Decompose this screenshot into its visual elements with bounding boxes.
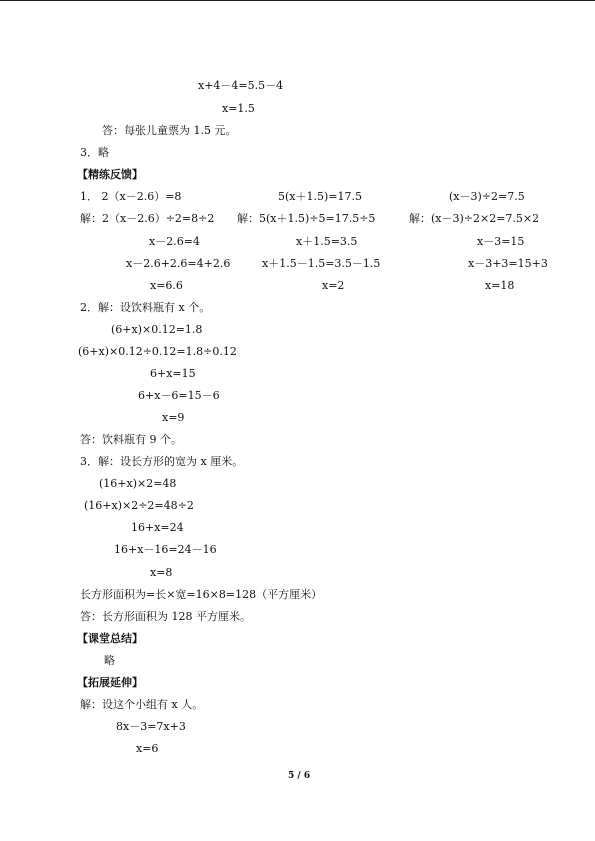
equation-line: x－2.6=4	[149, 235, 200, 248]
equation-line: x+4－4=5.5－4	[198, 79, 284, 92]
equation-line: x=18	[485, 279, 515, 292]
section-heading-practice: 【精练反馈】	[77, 168, 143, 181]
answer-line: 答：每张儿童票为 1.5 元。	[102, 124, 237, 137]
equation-line: 16+x=24	[131, 521, 184, 534]
equation-line: x=2	[322, 279, 345, 292]
item-line: 3．略	[80, 146, 109, 159]
equation-line: 8x－3=7x+3	[116, 720, 186, 733]
equation-line: 1． 2（x－2.6）=8	[80, 190, 182, 203]
section-heading-extension: 【拓展延伸】	[77, 676, 143, 689]
equation-line: x=6	[136, 742, 159, 755]
page-number: 5 / 6	[288, 771, 311, 781]
equation-line: 解：(x－3)÷2×2=7.5×2	[409, 212, 540, 225]
text-line: 略	[104, 654, 115, 667]
equation-line: (6+x)×0.12=1.8	[111, 323, 203, 336]
text-line: 长方形面积为=长×宽=16×8=128（平方厘米）	[80, 588, 323, 601]
equation-line: (x－3)÷2=7.5	[449, 190, 525, 203]
section-heading-summary: 【课堂总结】	[77, 632, 143, 645]
equation-line: (16+x)×2=48	[99, 477, 177, 490]
equation-line: x＋1.5=3.5	[296, 235, 358, 248]
answer-line: 答：饮料瓶有 9 个。	[80, 433, 182, 446]
equation-line: 6+x=15	[150, 367, 196, 380]
item-line: 3．解：设长方形的宽为 x 厘米。	[80, 455, 244, 468]
equation-line: 16+x－16=24－16	[114, 543, 217, 556]
equation-line: 解：5(x＋1.5)÷5=17.5÷5	[237, 212, 376, 225]
answer-line: 答：长方形面积为 128 平方厘米。	[80, 610, 251, 623]
equation-line: x=8	[150, 566, 173, 579]
item-line: 解：设这个小组有 x 人。	[80, 698, 204, 711]
item-line: 2．解：设饮料瓶有 x 个。	[80, 301, 211, 314]
equation-line: x=6.6	[150, 279, 183, 292]
equation-line: (16+x)×2÷2=48÷2	[84, 499, 194, 512]
equation-line: 5(x＋1.5)=17.5	[278, 190, 362, 203]
equation-line: x－3=15	[477, 235, 525, 248]
equation-line: x=9	[162, 411, 185, 424]
equation-line: (6+x)×0.12÷0.12=1.8÷0.12	[78, 345, 237, 358]
equation-line: 6+x－6=15－6	[138, 389, 220, 402]
equation-line: 解：2（x－2.6）÷2=8÷2	[80, 212, 215, 225]
equation-line: x－3+3=15+3	[468, 257, 548, 270]
equation-line: x－2.6+2.6=4+2.6	[126, 257, 231, 270]
equation-line: x=1.5	[222, 102, 255, 115]
equation-line: x＋1.5－1.5=3.5－1.5	[262, 257, 381, 270]
header-rule	[0, 0, 595, 1]
